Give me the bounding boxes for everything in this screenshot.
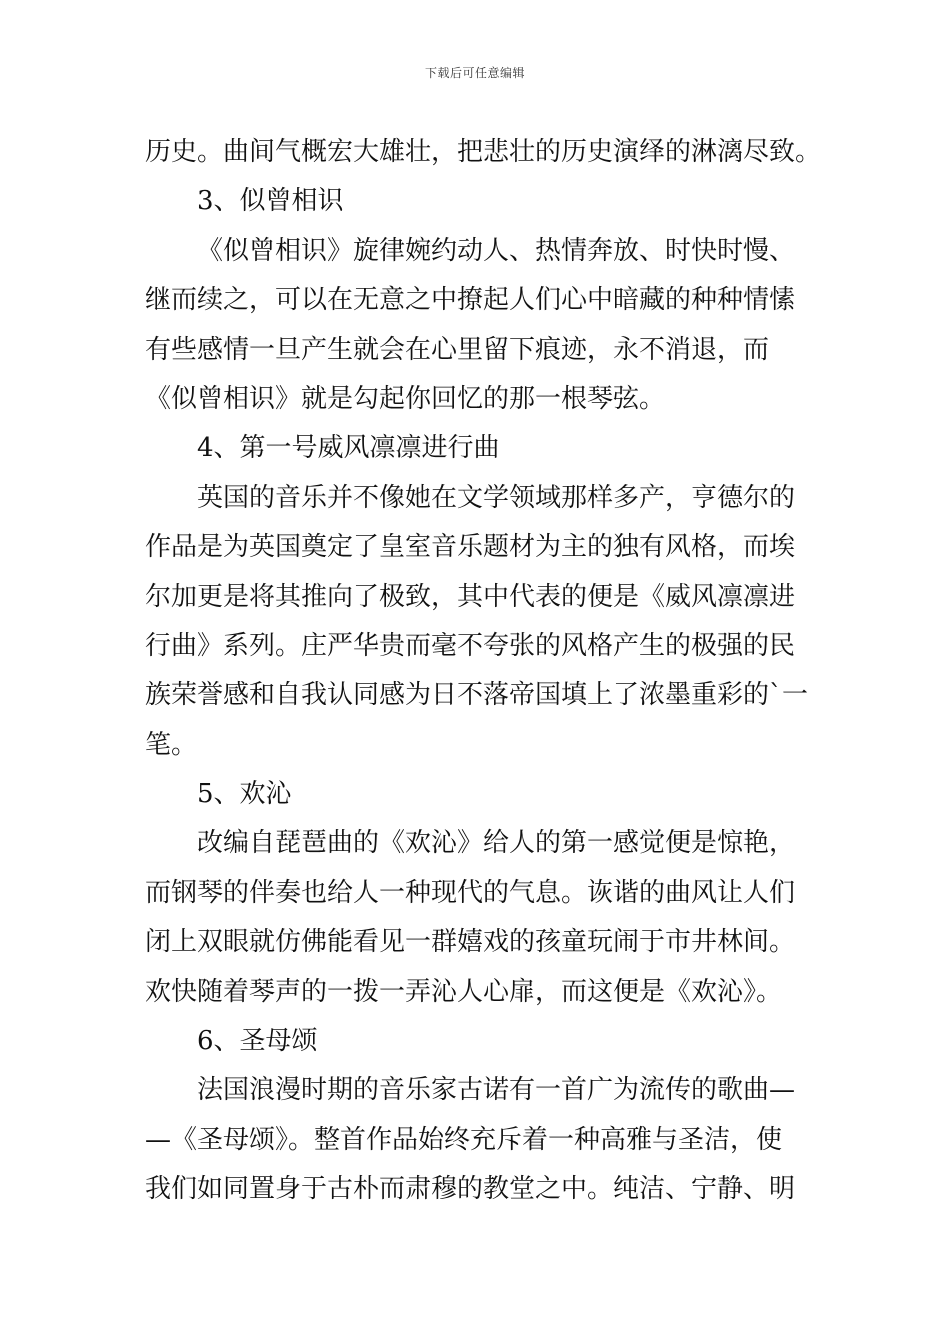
text-line: 欢快随着琴声的一拨一弄沁人心扉，而这便是《欢沁》。: [145, 976, 783, 1007]
text-line: 历史。曲间气概宏大雄壮，把悲壮的历史演绎的淋漓尽致。: [145, 137, 822, 167]
text-line: 行曲》系列。庄严华贵而毫不夸张的风格产生的极强的民: [145, 630, 796, 661]
text-line: 族荣誉感和自我认同感为日不落帝国填上了浓墨重彩的`一: [145, 680, 809, 711]
text-line: 有些感情一旦产生就会在心里留下痕迹，永不消退，而: [145, 334, 770, 365]
text-line: 笔。: [145, 729, 198, 760]
section-heading: 4、第一号威风凛凛进行曲: [197, 433, 500, 464]
text-line: 作品是为英国奠定了皇室音乐题材为主的独有风格，而埃: [145, 532, 796, 563]
text-line: 我们如同置身于古朴而肃穆的教堂之中。纯洁、宁静、明: [145, 1174, 796, 1205]
text-line: 英国的音乐并不像她在文学领域那样多产，亨德尔的: [197, 482, 796, 513]
text-line: 闭上双眼就仿佛能看见一群嬉戏的孩童玩闹于市井林间。: [145, 927, 796, 958]
text-line: —《圣母颂》。整首作品始终充斥着一种高雅与圣洁，使: [145, 1124, 783, 1155]
text-line: 而钢琴的伴奏也给人一种现代的气息。诙谐的曲风让人们: [145, 877, 796, 908]
section-heading: 5、欢沁: [197, 779, 292, 810]
section-heading: 6、圣母颂: [197, 1026, 318, 1057]
page-header: 下载后可任意编辑: [424, 66, 525, 80]
text-line: 改编自琵琶曲的《欢沁》给人的第一感觉便是惊艳，: [197, 828, 796, 859]
document-body: [145, 128, 822, 1215]
text-line: 法国浪漫时期的音乐家古诺有一首广为流传的歌曲—: [197, 1075, 796, 1106]
section-heading: 3、似曾相识: [197, 186, 344, 217]
text-line: 尔加更是将其推向了极致，其中代表的便是《威风凛凛进: [145, 581, 796, 612]
text-line: 继而续之，可以在无意之中撩起人们心中暗藏的种种情愫: [145, 285, 796, 316]
text-line: 《似曾相识》旋律婉约动人、热情奔放、时快时慢、: [197, 235, 796, 266]
text-line: 《似曾相识》就是勾起你回忆的那一根琴弦。: [145, 383, 666, 414]
